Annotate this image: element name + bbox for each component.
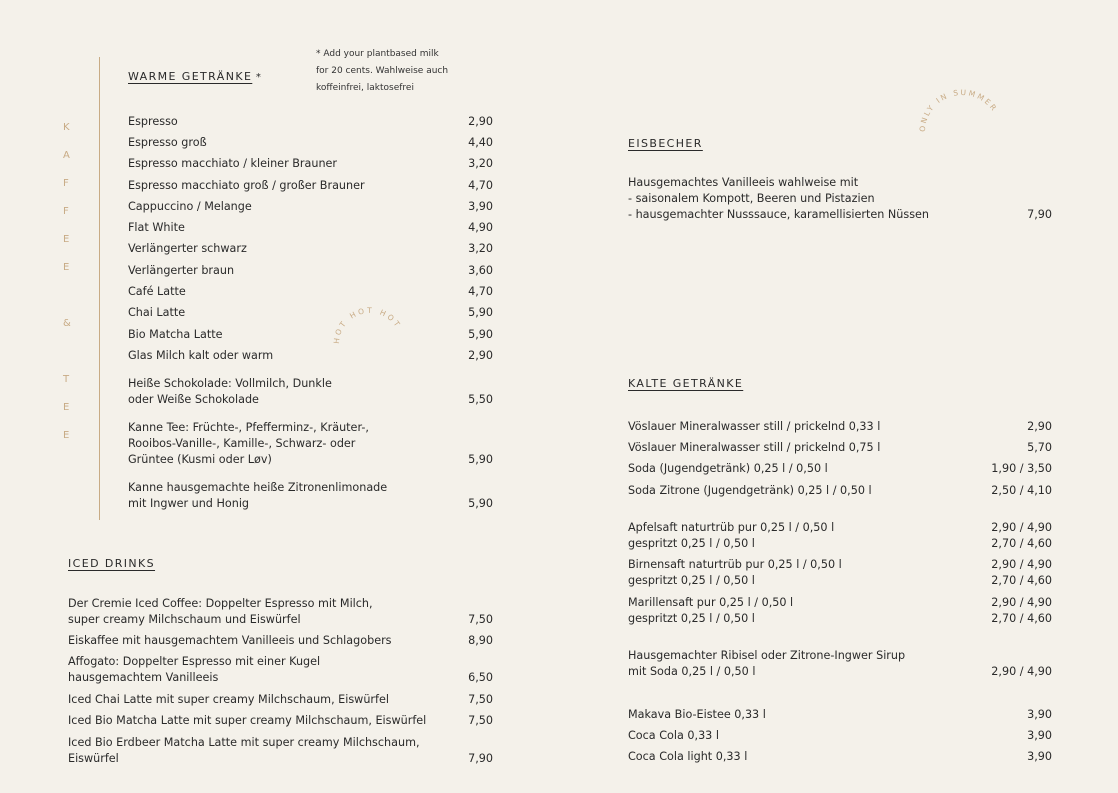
kalt-section-title — [628, 377, 743, 390]
item-price: 5,90 — [468, 453, 493, 466]
item-name: Glas Milch kalt oder warm — [128, 349, 274, 362]
item-price: 3,20 — [468, 157, 493, 170]
side-letter: K — [63, 122, 71, 133]
menu-item — [628, 461, 1052, 477]
item-price: 3,90 — [468, 200, 493, 213]
iced-heading: ICED DRINKS — [68, 557, 156, 570]
side-letter: F — [63, 178, 70, 189]
item-name: Kanne Tee: Früchte-, Pfefferminz-, Kräuter-, Rooibos-Vanille-, Kamille-, Schwarz- oder Grüntee (Kusmi oder Løv) — [128, 421, 369, 466]
menu-item — [628, 648, 1052, 680]
item-price: 7,90 — [468, 752, 493, 765]
item-price: 3,90 — [1027, 729, 1052, 742]
menu-item — [628, 749, 1052, 765]
menu-item — [628, 707, 1052, 723]
side-letter: E — [63, 430, 71, 441]
warm-section-title — [128, 70, 261, 83]
item-price: 4,70 — [468, 179, 493, 192]
item-price: 3,20 — [468, 242, 493, 255]
item-price: 6,50 — [468, 671, 493, 684]
menu-item — [128, 480, 493, 512]
item-price: 4,40 — [468, 136, 493, 149]
menu-item — [128, 114, 493, 130]
side-letter: A — [63, 150, 71, 161]
menu-item — [128, 156, 493, 172]
menu-item — [128, 178, 493, 194]
item-price: 1,90 / 3,50 — [991, 462, 1052, 475]
menu-item — [68, 596, 493, 628]
only-in-summer-stamp — [912, 84, 1012, 144]
item-price: 7,50 — [468, 693, 493, 706]
item-name: Café Latte — [128, 285, 186, 298]
item-name: Affogato: Doppelter Espresso mit einer Kugel hausgemachtem Vanilleeis — [68, 655, 321, 684]
side-letter: & — [63, 318, 72, 329]
divider-line — [99, 57, 100, 520]
item-name: Iced Bio Matcha Latte mit super creamy Milchschaum, Eiswürfel — [68, 714, 427, 727]
item-name: Eiskaffee mit hausgemachtem Vanilleeis und Schlagobers — [68, 634, 392, 647]
item-price: 3,90 — [1027, 708, 1052, 721]
item-price: 7,50 — [468, 714, 493, 727]
menu-item — [128, 327, 493, 343]
menu-item — [128, 199, 493, 215]
menu-item — [628, 520, 1052, 552]
item-price: 2,50 / 4,10 — [991, 484, 1052, 497]
item-name: Soda Zitrone (Jugendgetränk) 0,25 l / 0,50 l — [628, 484, 872, 497]
item-name: Apfelsaft naturtrüb pur 0,25 l / 0,50 l gespritzt 0,25 l / 0,50 l — [628, 521, 835, 550]
menu-item — [128, 420, 493, 468]
menu-item — [628, 557, 1052, 589]
menu-item — [128, 263, 493, 279]
menu-item — [628, 595, 1052, 627]
item-name: Iced Chai Latte mit super creamy Milchschaum, Eiswürfel — [68, 693, 389, 706]
item-name: Espresso macchiato groß / großer Brauner — [128, 179, 365, 192]
item-name: Espresso macchiato / kleiner Brauner — [128, 157, 338, 170]
menu-item — [68, 713, 493, 729]
menu-item — [128, 305, 493, 321]
side-letter: E — [63, 234, 71, 245]
item-name: Verlängerter braun — [128, 264, 235, 277]
item-name: Birnensaft naturtrüb pur 0,25 l / 0,50 l gespritzt 0,25 l / 0,50 l — [628, 558, 842, 587]
side-letter: E — [63, 262, 71, 273]
menu-item — [128, 284, 493, 300]
svg-text:ONLY IN SUMMER — [918, 88, 1000, 132]
item-price: 4,90 — [468, 221, 493, 234]
menu-item — [128, 220, 493, 236]
item-name: Soda (Jugendgetränk) 0,25 l / 0,50 l — [628, 462, 828, 475]
eisbecher-section-title — [628, 137, 703, 150]
menu-item — [128, 376, 493, 408]
item-price: 2,90 / 4,90 2,70 / 4,60 — [991, 558, 1052, 587]
item-name: Kanne hausgemachte heiße Zitronenlimonade mit Ingwer und Honig — [128, 481, 388, 510]
item-name: Espresso groß — [128, 136, 207, 149]
item-name: Bio Matcha Latte — [128, 328, 223, 341]
item-price: 4,70 — [468, 285, 493, 298]
stamp-text: HOT HOT HOT — [331, 305, 404, 345]
item-price: 2,90 — [468, 349, 493, 362]
item-price: 3,60 — [468, 264, 493, 277]
item-name: Flat White — [128, 221, 185, 234]
item-price: 5,90 — [468, 306, 493, 319]
item-name: Heiße Schokolade: Vollmilch, Dunkle oder Weiße Schokolade — [128, 377, 332, 406]
menu-item — [628, 440, 1052, 456]
asterisk-mark: * — [255, 72, 261, 83]
item-name: Vöslauer Mineralwasser still / prickelnd 0,33 l — [628, 420, 881, 433]
menu-item — [68, 692, 493, 708]
item-name: Der Cremie Iced Coffee: Doppelter Espresso mit Milch, super creamy Milchschaum und Eiswürfel — [68, 597, 373, 626]
item-price: 5,70 — [1027, 441, 1052, 454]
item-price: 5,90 — [468, 328, 493, 341]
item-name: Verlängerter schwarz — [128, 242, 247, 255]
item-name: Espresso — [128, 115, 178, 128]
item-name: Makava Bio-Eistee 0,33 l — [628, 708, 766, 721]
item-name: Coca Cola light 0,33 l — [628, 750, 748, 763]
item-price: 8,90 — [468, 634, 493, 647]
item-price: 7,90 — [1027, 208, 1052, 221]
menu-item — [628, 728, 1052, 744]
item-name: Hausgemachtes Vanilleeis wahlweise mit - saisonalem Kompott, Beeren und Pistazien - hausgemachter Nusssauce, karamellisierten Nüssen — [628, 176, 930, 221]
item-price: 2,90 / 4,90 2,70 / 4,60 — [991, 596, 1052, 625]
item-price: 2,90 / 4,90 2,70 / 4,60 — [991, 521, 1052, 550]
item-price: 7,50 — [468, 613, 493, 626]
item-name: Iced Bio Erdbeer Matcha Latte mit super creamy Milchschaum, Eiswürfel — [68, 736, 420, 765]
item-price: 3,90 — [1027, 750, 1052, 763]
iced-section-title — [68, 557, 155, 570]
menu-item — [128, 241, 493, 257]
side-letter: E — [63, 402, 71, 413]
item-name: Coca Cola 0,33 l — [628, 729, 719, 742]
side-letter: T — [63, 374, 71, 385]
side-letter: F — [63, 206, 70, 217]
menu-item — [68, 654, 493, 686]
item-price: 5,50 — [468, 393, 493, 406]
item-price: 5,90 — [468, 497, 493, 510]
plantbased-note: * Add your plantbased milk for 20 cents. Wahlweise auch koffeinfrei, laktosefrei — [316, 49, 449, 93]
menu-item — [128, 135, 493, 151]
kalt-heading: KALTE GETRÄNKE — [628, 377, 744, 390]
menu-item — [628, 483, 1052, 499]
item-price: 2,90 — [1027, 420, 1052, 433]
menu-item — [628, 175, 1052, 223]
menu-item — [628, 419, 1052, 435]
menu-item — [68, 735, 493, 767]
item-name: Cappuccino / Melange — [128, 200, 252, 213]
item-name: Vöslauer Mineralwasser still / prickelnd 0,75 l — [628, 441, 881, 454]
stamp-text: ONLY IN SUMMER — [917, 87, 1000, 133]
item-name: Marillensaft pur 0,25 l / 0,50 l gespritzt 0,25 l / 0,50 l — [628, 596, 794, 625]
eisbecher-heading: EISBECHER — [628, 137, 703, 150]
menu-item — [128, 348, 493, 364]
warm-heading: WARME GETRÄNKE — [128, 70, 253, 83]
item-name: Chai Latte — [128, 306, 186, 319]
item-price: 2,90 — [468, 115, 493, 128]
item-name: Hausgemachter Ribisel oder Zitrone-Ingwer Sirup mit Soda 0,25 l / 0,50 l — [628, 649, 906, 678]
menu-item — [68, 633, 493, 649]
item-price: 2,90 / 4,90 — [991, 665, 1052, 678]
